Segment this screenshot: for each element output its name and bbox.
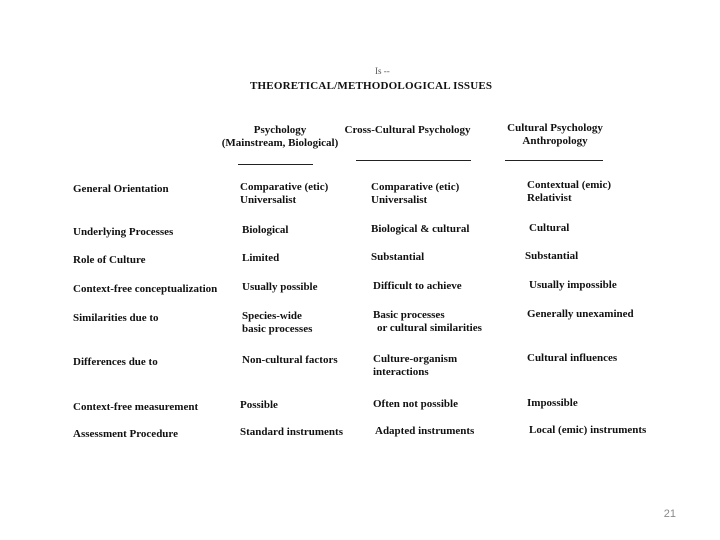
table-cell: Local (emic) instruments xyxy=(529,424,647,436)
row-label: Differences due to xyxy=(73,356,158,368)
table-cell: Impossible xyxy=(527,397,578,409)
table-cell: Usually possible xyxy=(242,281,318,293)
cell-line: Universalist xyxy=(371,194,428,206)
row-label: General Orientation xyxy=(73,183,169,195)
cell-line: Species-wide xyxy=(242,310,302,322)
row-label: Similarities due to xyxy=(73,312,159,324)
column-header-cultural xyxy=(495,122,615,148)
table-cell: Possible xyxy=(240,399,278,411)
table-cell xyxy=(373,353,457,379)
table-cell: Generally unexamined xyxy=(527,308,634,320)
table-cell: Cultural xyxy=(529,222,570,234)
row-label: Context-free conceptualization xyxy=(73,283,218,295)
column-header-psychology xyxy=(210,124,350,150)
table-cell xyxy=(371,181,459,207)
column-header-line: (Mainstream, Biological) xyxy=(221,137,339,149)
cell-line: Universalist xyxy=(240,194,297,206)
table-cell: Limited xyxy=(242,252,280,264)
cell-line: basic processes xyxy=(242,323,313,335)
table-cell xyxy=(527,179,611,205)
column-underline xyxy=(238,164,313,165)
cell-line: or cultural similarities xyxy=(377,322,482,334)
table-cell xyxy=(240,181,328,207)
table-cell: Standard instruments xyxy=(240,426,343,438)
page-number: 21 xyxy=(663,508,676,520)
table-cell: Cultural influences xyxy=(527,352,618,364)
cell-line: interactions xyxy=(373,366,429,378)
table-cell xyxy=(242,310,312,336)
column-header-line: Anthropology xyxy=(522,135,588,147)
cell-line: Relativist xyxy=(527,192,572,204)
scan-mark: Is -- xyxy=(375,66,390,76)
table-title: THEORETICAL/METHODOLOGICAL ISSUES xyxy=(250,80,493,92)
table-cell: Biological xyxy=(242,224,289,236)
cell-line: Culture-organism xyxy=(373,353,458,365)
table-cell: Adapted instruments xyxy=(375,425,475,437)
column-underline xyxy=(505,160,603,161)
column-header-line: Cultural Psychology xyxy=(507,122,603,134)
row-label: Context-free measurement xyxy=(73,401,199,413)
row-label: Assessment Procedure xyxy=(73,428,178,440)
table-cell: Substantial xyxy=(371,251,425,263)
table-cell: Often not possible xyxy=(373,398,458,410)
table-cell: Usually impossible xyxy=(529,279,617,291)
table-cell xyxy=(373,309,482,335)
row-label: Underlying Processes xyxy=(73,226,174,238)
column-header-line: Cross-Cultural Psychology xyxy=(344,124,471,136)
row-label: Role of Culture xyxy=(73,254,146,266)
cell-line: Basic processes xyxy=(373,309,445,321)
cell-line: Contextual (emic) xyxy=(527,179,612,191)
column-header-cross-cultural xyxy=(340,124,475,137)
column-underline xyxy=(356,160,471,161)
cell-line: Comparative (etic) xyxy=(371,181,460,193)
column-header-line: Psychology xyxy=(253,124,307,136)
table-cell: Non-cultural factors xyxy=(242,354,338,366)
table-cell: Difficult to achieve xyxy=(373,280,462,292)
cell-line: Comparative (etic) xyxy=(240,181,329,193)
table-cell: Biological & cultural xyxy=(371,223,470,235)
table-cell: Substantial xyxy=(525,250,579,262)
